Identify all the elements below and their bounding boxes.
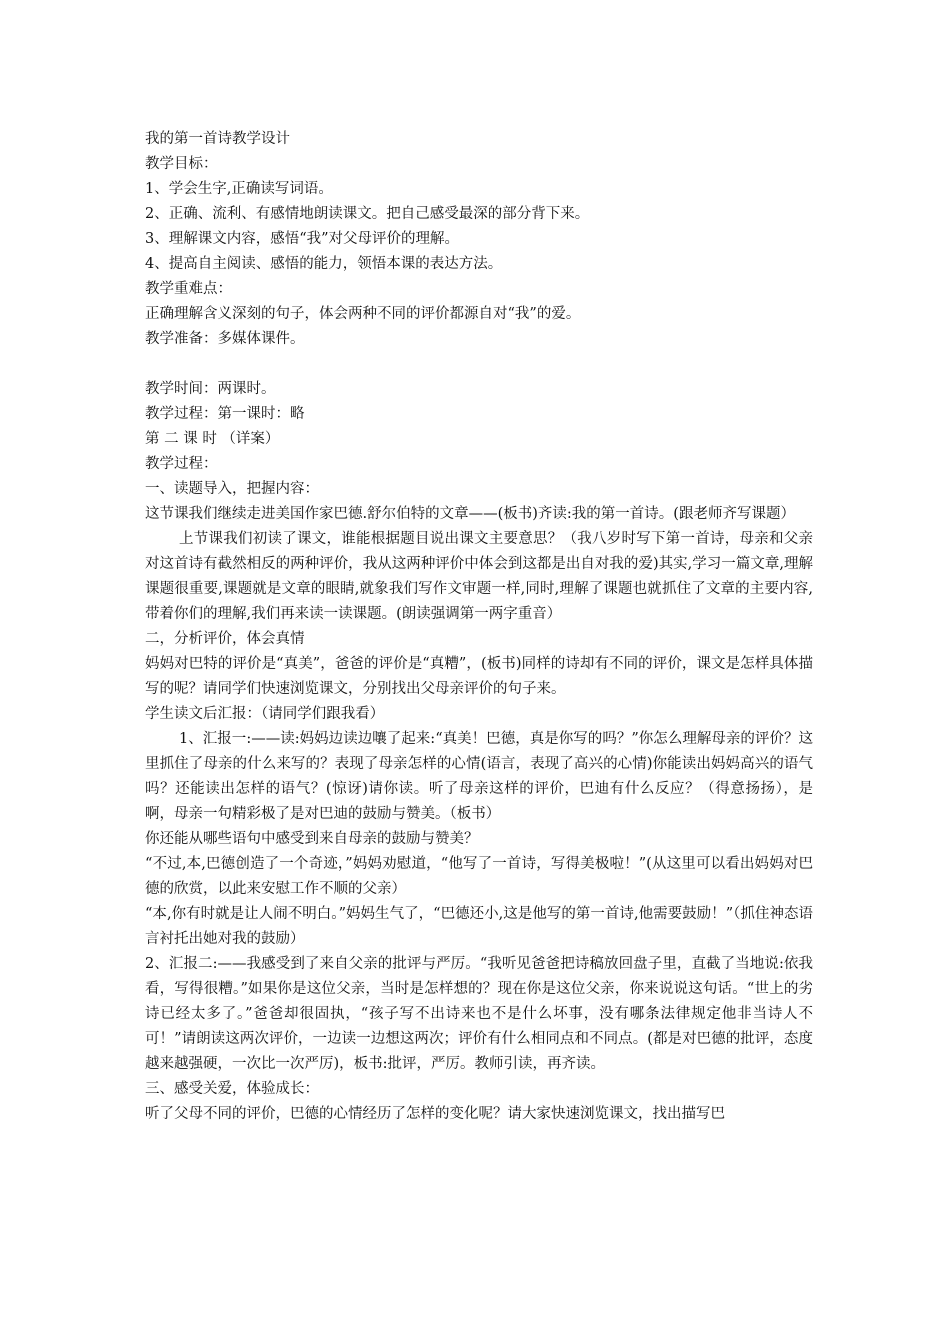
paragraph: “不过,本,巴德创造了一个奇迹，”妈妈劝慰道，“他写了一首诗，写得美极啦！”(从这里可以看出妈妈对巴德的欣赏，以此来安慰工作不顺的父亲） xyxy=(145,856,813,897)
document-title: 我的第一首诗教学设计 xyxy=(145,131,290,147)
preparation-text: 教学准备：多媒体课件。 xyxy=(145,331,305,347)
objective-item: 4、提高自主阅读、感悟的能力，领悟本课的表达方法。 xyxy=(145,256,503,272)
paragraph: “本,你有时就是让人闹不明白。”妈妈生气了，“巴德还小,这是他写的第一首诗,他需要鼓励！”（抓住神态语言衬托出她对我的鼓励） xyxy=(145,906,813,947)
paragraph: 听了父母不同的评价，巴德的心情经历了怎样的变化呢？请大家快速浏览课文，找出描写巴 xyxy=(145,1106,725,1122)
objective-item: 3、理解课文内容，感悟“我”对父母评价的理解。 xyxy=(145,231,460,247)
process-intro: 教学过程：第一课时：略 xyxy=(145,406,305,422)
objectives-heading: 教学目标： xyxy=(145,156,218,172)
process-heading: 教学过程： xyxy=(145,456,218,472)
paragraph: 1、汇报一:——读:妈妈边读边嚷了起来:“真美！巴德，真是你写的吗？”你怎么理解母亲的评价？这里抓住了母亲的什么来写的？表现了母亲怎样的心情(语言，表现了高兴的心情)你能读出妈妈高兴的语气吗？还能读出怎样的语气？(惊讶)请你读。听了母亲这样的评价，巴迪有什么反应？（得意扬扬），是啊，母亲一句精彩极了是对巴迪的鼓励与赞美。（板书） xyxy=(145,731,813,822)
paragraph: 这节课我们继续走进美国作家巴德.舒尔伯特的文章——(板书)齐读:我的第一首诗。(跟老师齐写课题） xyxy=(145,506,795,522)
second-lesson-heading: 第 二 课 时 （详案） xyxy=(145,431,280,447)
paragraph: 2、汇报二:——我感受到了来自父亲的批评与严厉。“我听见爸爸把诗稿放回盘子里，直截了当地说:依我看，写得很糟。”如果你是这位父亲，当时是怎样想的？现在你是这位父亲，你来说说这句话。“世上的劣诗已经太多了。”爸爸却很固执，“孩子写不出诗来也不是什么坏事，没有哪条法律规定他非当诗人不可！”请朗读这两次评价，一边读一边想这两次；评价有什么相同点和不同点。(都是对巴德的批评，态度越来越强硬，一次比一次严厉)，板书:批评，严厉。教师引读，再齐读。 xyxy=(145,956,813,1072)
section-heading: 一、读题导入，把握内容： xyxy=(145,481,319,497)
paragraph: 你还能从哪些语句中感受到来自母亲的鼓励与赞美？ xyxy=(145,831,479,847)
paragraph: 妈妈对巴特的评价是“真美”，爸爸的评价是“真糟”，(板书)同样的诗却有不同的评价，课文是怎样具体描写的呢？请同学们快速浏览课文，分别找出父母亲评价的句子来。 xyxy=(145,656,813,697)
paragraph: 上节课我们初读了课文，谁能根据题目说出课文主要意思？（我八岁时写下第一首诗，母亲和父亲对这首诗有截然相反的两种评价，我从这两种评价中体会到这都是出自对我的爱)其实,学习一篇文章,理解课题很重要,课题就是文章的眼睛,就象我们写作文审题一样,同时,理解了课题也就抓住了文章的主要内容,带着你们的理解,我们再来读一读课题。(朗读强调第一两字重音） xyxy=(145,531,813,622)
section-heading: 二，分析评价，体会真情 xyxy=(145,631,305,647)
objective-item: 1、学会生字,正确读写词语。 xyxy=(145,181,333,197)
section-heading: 三、感受关爱，体验成长： xyxy=(145,1081,319,1097)
key-points-text: 正确理解含义深刻的句子，体会两种不同的评价都源自对“我”的爱。 xyxy=(145,306,581,322)
time-text: 教学时间：两课时。 xyxy=(145,381,276,397)
document-body xyxy=(145,127,813,1127)
blank-line xyxy=(145,352,813,377)
key-points-heading: 教学重难点： xyxy=(145,281,232,297)
paragraph: 学生读文后汇报：（请同学们跟我看） xyxy=(145,706,385,722)
objective-item: 2、正确、流利、有感情地朗读课文。把自己感受最深的部分背下来。 xyxy=(145,206,590,222)
